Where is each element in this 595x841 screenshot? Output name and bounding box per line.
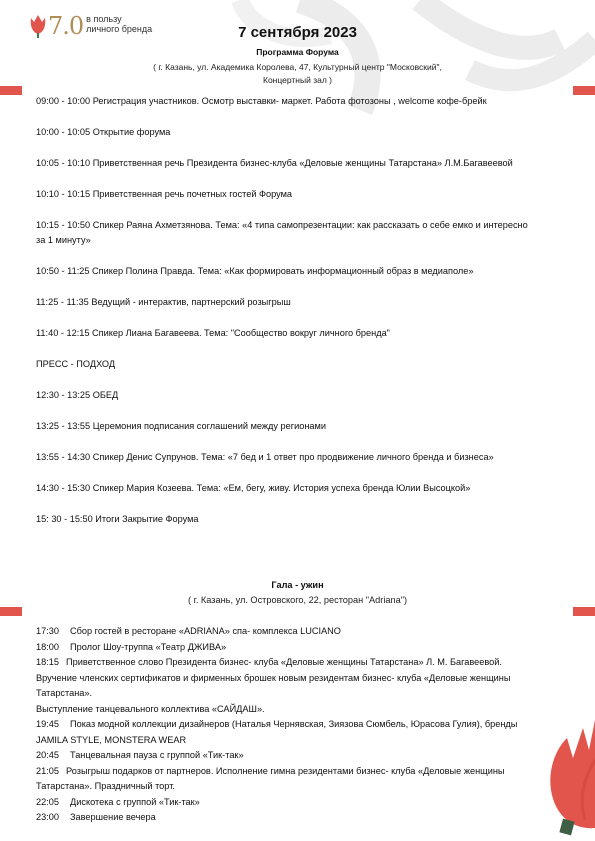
program-item: 14:30 - 15:30 Спикер Мария Козеева. Тема: «Ем, бегу, живу. История успеха бренда Юлии Высоцкой» xyxy=(36,483,471,493)
program-list xyxy=(36,94,536,527)
gala-row xyxy=(36,764,526,795)
venue-line1: ( г. Казань, ул. Академика Королева, 47, Культурный центр "Московский", xyxy=(153,62,442,72)
program-item: 10:05 - 10:10 Приветственная речь Президента бизнес-клуба «Деловые женщины Татарстана» Л.М.Багавеевой xyxy=(36,158,513,168)
gala-text: Завершение вечера xyxy=(70,812,156,822)
gala-row xyxy=(36,624,526,640)
gala-time: 22:05 xyxy=(36,796,59,807)
page-title: 7 сентября 2023 xyxy=(238,24,357,41)
gala-text: Выступление танцевального коллектива «САЙДАШ». xyxy=(36,703,265,714)
gala-text: Пролог Шоу-труппа «Театр ДЖИВА» xyxy=(70,641,227,652)
gala-row xyxy=(36,748,526,764)
gala-time: 23:00 xyxy=(36,812,59,822)
gala-time: 20:45 xyxy=(36,750,59,760)
left-tick-top xyxy=(0,86,22,95)
tulip-icon xyxy=(533,720,595,841)
program-item: 10:50 - 11:25 Спикер Полина Правда. Тема: «Как формировать информационный образ в медиаполе» xyxy=(36,266,474,276)
gala-time: 17:30 xyxy=(36,626,59,636)
gala-time: 19:45 xyxy=(36,719,59,729)
gala-text: Сбор гостей в ресторане «ADRIANA» спа- комплекса LUCIANO xyxy=(70,626,341,636)
program-item: 11:40 - 12:15 Спикер Лиана Багавеева. Тема: "Сообщество вокруг личного бренда" xyxy=(36,328,390,338)
program-item: 09:00 - 10:00 Регистрация участников. Осмотр выставки- маркет. Работа фотозоны , welcome кофе-брейк xyxy=(36,96,487,106)
gala-text: Приветственное слово Президента бизнес- клуба «Деловые женщины Татарстана» Л. М. Багавеевой. xyxy=(66,657,502,667)
gala-row xyxy=(36,717,526,748)
program-item: 13:25 - 13:55 Церемония подписания соглашений между регионами xyxy=(36,421,326,431)
gala-venue: ( г. Казань, ул. Островского, 22, ресторан "Adriana") xyxy=(187,595,408,605)
logo-caption-line2: личного бренда xyxy=(86,24,153,34)
gala-row xyxy=(36,702,526,718)
left-tick-bottom xyxy=(0,607,22,616)
gala-row xyxy=(36,810,526,826)
program-item: 10:00 - 10:05 Открытие форума xyxy=(36,127,171,137)
logo-number: 7.0 xyxy=(48,12,84,40)
gala-text: Розыгрыш подарков от партнеров. Исполнение гимна резидентами бизнес- клуба «Деловые женщины Татарстана». Праздничный торт. xyxy=(36,765,505,791)
gala-time: 18:00 xyxy=(36,641,59,652)
gala-row xyxy=(36,795,526,811)
gala-text: Танцевальная пауза с группой «Тик-так» xyxy=(70,750,244,760)
gala-schedule xyxy=(36,624,526,826)
venue-line2: Концертный зал ) xyxy=(263,75,332,85)
program-item: 12:30 - 13:25 ОБЕД xyxy=(36,390,119,400)
forum-venue xyxy=(110,61,485,87)
right-tick-bottom xyxy=(573,607,595,616)
program-item: 13:55 - 14:30 Спикер Денис Супрунов. Тема: «7 бед и 1 ответ про продвижение личного бренда и бизнеса» xyxy=(36,452,494,462)
program-item: ПРЕСС - ПОДХОД xyxy=(36,359,116,369)
gala-text: Показ модной коллекции дизайнеров (Наталья Чернявская, Зиязова Сюмбель, Юрасова Гулия), бренды JAMILA STYLE, MONSTERA WEAR xyxy=(36,719,518,745)
gala-time: 21:05 xyxy=(36,765,59,776)
gala-text: Дискотека с группой «Тик-так» xyxy=(70,796,200,807)
gala-title: Гала - ужин xyxy=(271,580,324,590)
program-subtitle: Программа Форума xyxy=(256,47,339,57)
gala-text: Вручение членских сертификатов и фирменных брошек новым резидентам бизнес- клуба «Деловые женщины Татарстана». xyxy=(36,672,511,698)
gala-row xyxy=(36,640,526,656)
gala-row xyxy=(36,655,526,671)
logo-caption-line1: в пользу xyxy=(86,14,122,24)
program-item: 10:15 - 10:50 Спикер Раяна Ахметзянова. Тема: «4 типа самопрезентации: как рассказать о себе емко и интересно за 1 минуту» xyxy=(36,220,528,245)
program-item: 10:10 - 10:15 Приветственная речь почетных гостей Форума xyxy=(36,189,293,199)
right-tick-top xyxy=(573,86,595,95)
gala-row xyxy=(36,671,526,702)
gala-time: 18:15 xyxy=(36,657,59,667)
program-item: 15: 30 - 15:50 Итоги Закрытие Форума xyxy=(36,514,199,524)
program-item: 11:25 - 11:35 Ведущий - интерактив, партнерский розыгрыш xyxy=(36,297,291,307)
